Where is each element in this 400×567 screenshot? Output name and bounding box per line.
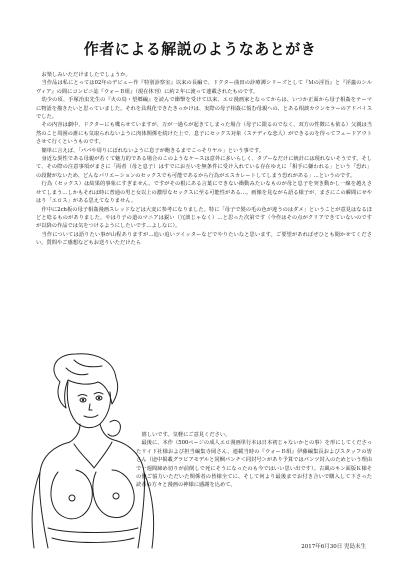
paragraph: 嬉しいです。気軽にご意見ください。 bbox=[141, 432, 231, 438]
paragraph: 最後に、本作（500ページの成人エロ漫画単行本は日本初じゃないかとの事）を形にしてくださったリイド社様および担当編集寺岡さん、連載当時の『ウォーＢ組』伊藤編集長およびスタッフの皆さん（途中掲載グラビアモデルと同梱パンチ＜同封号＞があり予算ではパンツ封入のためという理由で一週間締め切りが前倒しで死にそうになったのも今ではいい思い出です）。古風のキン面版Ｋ様その他ご協力いただいた関係者の皆様全てに、そして何より最後までお付き合いで購入して下さった読者の方々と漫画の神様に感謝を込めて。 bbox=[136, 440, 372, 489]
paragraph: 作中に2ch板の母子相姦漫画スレッドなどは大変に参考になりました。特に「母子で髪の毛の色が違うのはダメ」ということが意見はなるほどと唸るものがありました。やはり子の道のマニアは鋭い（冗談じゃなく）…と思った次第です（今作はその点がクリアできていないのですが以降の作品では気をつけるようにしたいです…よしなに）。 bbox=[36, 206, 372, 230]
paragraph: その内容は劇中、ドクターにも喋らせていますが、万が一過ちが起きてしまった場合（母子に限るのでなく、双方の性徴にも依る）父親は当然のこと周囲の誰にも気取られないように肉体関係を続けた上で、息子にセックス対象（ステディな恋人）ができるのを待ってフェードアウトさせて行くというものです。 bbox=[36, 122, 372, 146]
paragraph: 簡単に言えば、「パパや周りにばれないように息子が飽きるまでこっそりヤル」という事です。 bbox=[41, 147, 265, 154]
paragraph: 当作については語りたい事が山程ありますが…追い追いツイッターなどでやりたいなと思います。ご要望があればぜひとも聞かせてください。質問やご感想などもお送りいただけたら bbox=[36, 231, 372, 247]
page-title: 作者による解説のようなあとがき bbox=[83, 40, 317, 58]
author-signature: 2017年6月30日 児島未生 bbox=[301, 544, 366, 550]
afterword-body bbox=[36, 71, 372, 248]
paragraph: 行為（セックス）は結果的事象にすぎません。ですがその根にある言葉にできない衝動みたいなものが母と息子を突き動かし一線を越えさせてしまう…しかもそれは時に普通の男と女以上の濃厚なセックスに至る可能性がある…。画像を見ながら語る様子が、まさにこの瞬間にせやはり「エロス」がある思えてなりません。 bbox=[36, 181, 372, 205]
paragraph: 当作品は私にとっては02年のデビュー作『特別診察室』以来の長編で、ドクター曲田の診療譚シリーズとして『Ｍの淫旨』と『淫蟲のシルヴィア』の間にコンビニ誌『ウォーＢ組』（現在休刊）に約２年に渡って連載されたものです。 bbox=[36, 80, 372, 95]
paragraph: 身近な異性である母親が若くて魅力的である場合のこのようなケースは意外に多いらしく、タブーなだけに統計には現れないそうです。そして、その際の注意事項がまさに「両者（母と息子）はすでにお互いを無条件に受け入れている存在ゆえに「相手に嫌われる」という「恐れ」の段階がないため、どんなバリエーションのセックスでも可能であるから行為がエスカレートしてしまう恐れがある」…というのです。 bbox=[36, 156, 372, 179]
paragraph: お楽しみいただけましたでしょうか。 bbox=[41, 72, 131, 78]
afterword-continued bbox=[136, 431, 372, 490]
paragraph: 幼少の頃、手塚治虫先生の『火の鳥・望郷編』を読んで衝撃を受けて以来、エロ漫画家となってからは、いつか正面から母子相姦をテーマに物語を描きたいと思っていました。それを具現化できたきっかけは、実際の母子相姦に悩む母親への、とある相談カウンセラーのアドバイスでした。 bbox=[36, 97, 372, 121]
